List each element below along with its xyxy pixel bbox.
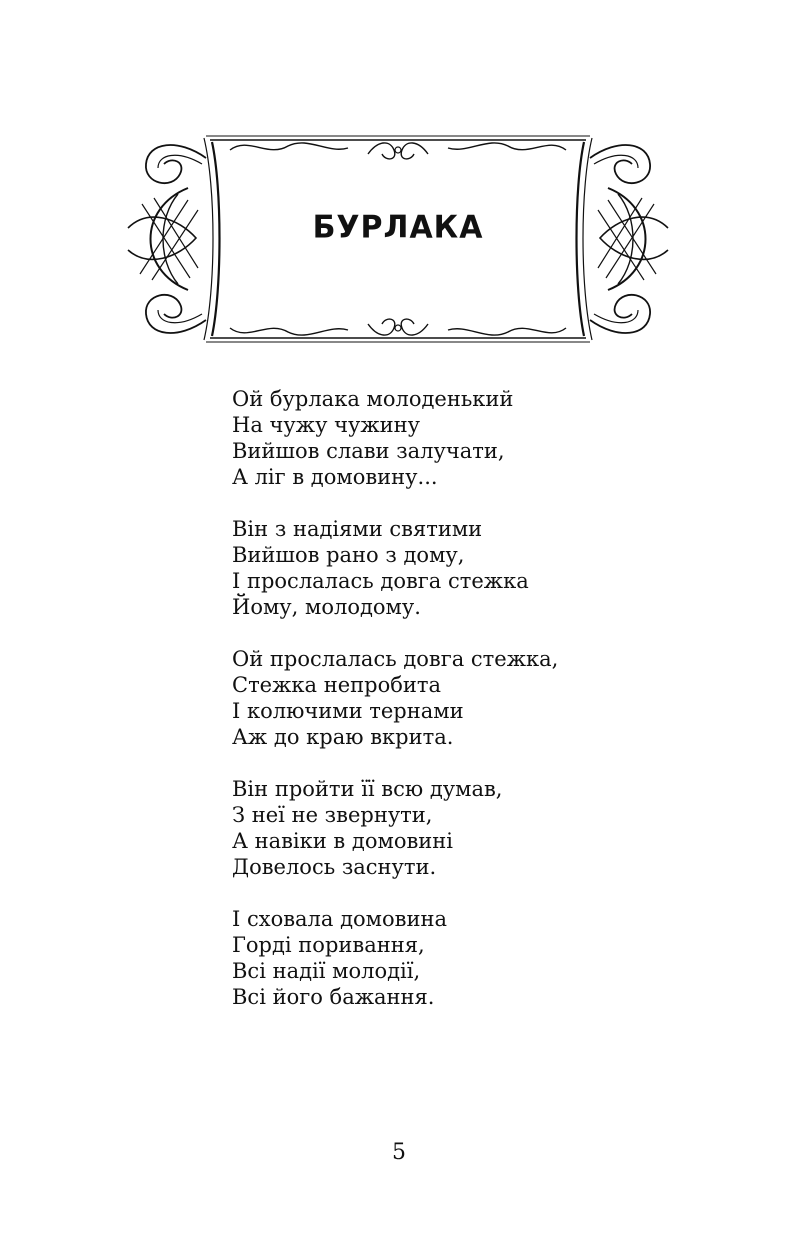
poem-line: Всі його бажання. [232, 985, 435, 1009]
poem-line: Вийшов слави залучати, [232, 439, 505, 463]
poem-line: Всі надії молодії, [232, 959, 421, 983]
poem-line: Довелось заснути. [232, 855, 437, 879]
stanza [232, 906, 732, 1010]
stanza [232, 386, 732, 490]
page-number: 5 [392, 1140, 406, 1165]
poem-line: Стежка непробита [232, 673, 442, 697]
stanza [232, 516, 732, 620]
poem-title: БУРЛАКА [312, 209, 484, 246]
stanza [232, 776, 732, 880]
poem-line: Йому, молодому. [232, 595, 421, 619]
poem-line: А ліг в домовину... [232, 465, 438, 489]
poem-line: На чужу чужину [232, 413, 421, 437]
poem-line: Аж до краю вкрита. [232, 725, 454, 749]
poem-line: Він пройти її всю думав, [232, 777, 503, 801]
poem-line: Вийшов рано з дому, [232, 543, 465, 567]
poem-line: А навіки в домовині [232, 829, 454, 853]
poem-line: З неї не звернути, [232, 803, 433, 827]
stanza [232, 646, 732, 750]
title-ornamental-frame [118, 128, 678, 350]
poem-line: І колючими тернами [232, 699, 464, 723]
poem-line: Горді поривання, [232, 933, 425, 957]
poem-line: Ой прослалась довга стежка, [232, 647, 559, 671]
poem-line: Ой бурлака молоденький [232, 387, 514, 411]
poem-line: І сховала домовина [232, 907, 447, 931]
poem-body [232, 386, 732, 1036]
poem-line: Він з надіями святими [232, 517, 483, 541]
poem-line: І прослалась довга стежка [232, 569, 529, 593]
